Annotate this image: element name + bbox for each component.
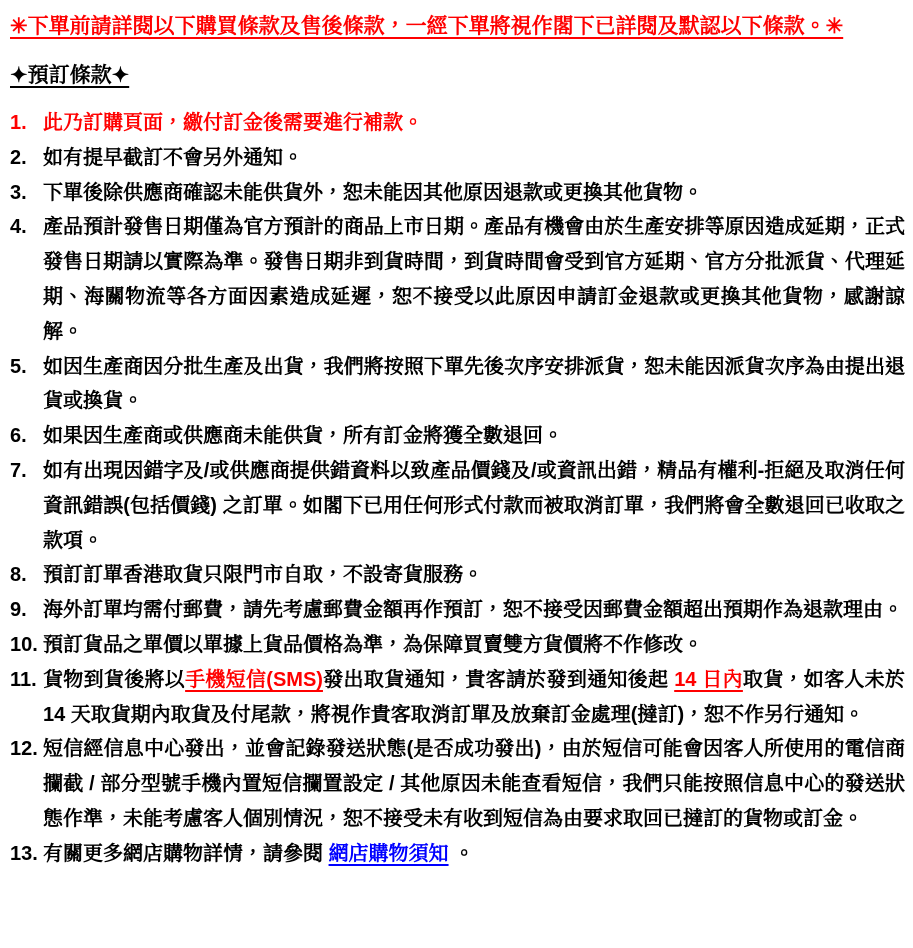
term-number: 2. xyxy=(10,146,27,169)
term-number: 8. xyxy=(10,564,27,587)
term-text xyxy=(43,419,905,454)
term-item xyxy=(10,210,905,349)
term-text xyxy=(43,210,905,349)
term-text xyxy=(43,350,905,420)
term-segment: 如有出現因錯字及/或供應商提供錯資料以致產品價錢及/或資訊出錯，精品有權利-拒絕及取消任何資訊錯誤(包括價錢) 之訂單。如閣下已用任何形式付款而被取消訂單，我們將會全數退回已收取之款項。 xyxy=(43,459,905,552)
term-segment: 如因生產商因分批生產及出貨，我們將按照下單先後次序安排派貨，恕未能因派貨次序為由提出退貨或換貨。 xyxy=(43,355,905,413)
term-item xyxy=(10,141,905,176)
term-number: 5. xyxy=(10,355,27,378)
term-segment: 如有提早截訂不會另外通知。 xyxy=(43,146,303,169)
term-segment: 有關更多網店購物詳情，請參閱 xyxy=(43,842,329,865)
term-item xyxy=(10,419,905,454)
term-number: 12. xyxy=(10,738,38,761)
term-text xyxy=(43,593,905,628)
term-segment: 下單後除供應商確認未能供貨外，恕未能因其他原因退款或更換其他貨物。 xyxy=(43,181,703,204)
term-highlight: 14 日內 xyxy=(674,668,743,691)
term-segment: 發出取貨通知，貴客請於發到通知後起 xyxy=(322,668,675,691)
term-number: 11. xyxy=(10,668,37,691)
term-number: 13. xyxy=(10,842,38,865)
term-segment: 。 xyxy=(448,842,475,865)
section-title-preorder-terms: ✦預訂條款✦ xyxy=(10,64,130,87)
term-text xyxy=(43,663,905,733)
term-segment: 此乃訂購頁面，繳付訂金後需要進行補款。 xyxy=(43,112,423,134)
term-item xyxy=(10,454,905,558)
term-segment: 短信經信息中心發出，並會記錄發送狀態(是否成功發出)，由於短信可能會因客人所使用的電信商攔截 / 部分型號手機內置短信攔置設定 / 其他原因未能查看短信，我們只能按照信息中心的發送狀態作準，未能考慮客人個別情況，恕不接受未有收到短信為由要求取回已撻訂的貨物或訂金。 xyxy=(43,738,905,830)
term-item xyxy=(10,663,905,733)
term-item xyxy=(10,106,905,141)
term-text xyxy=(43,141,905,176)
term-segment: 產品預計發售日期僅為官方預計的商品上市日期。產品有機會由於生產安排等原因造成延期，正式發售日期請以實際為準。發售日期非到貨時間，到貨時間會受到官方延期、官方分批派貨、代理延期、海關物流等各方面因素造成延遲，恕不接受以此原因申請訂金退款或更換其他貨物，感謝諒解。 xyxy=(43,216,905,343)
term-item xyxy=(10,593,905,628)
term-item xyxy=(10,350,905,420)
term-highlight: 手機短信(SMS) xyxy=(185,668,323,691)
term-text xyxy=(43,106,905,141)
term-number: 7. xyxy=(10,459,27,482)
term-number: 6. xyxy=(10,425,27,448)
term-text xyxy=(43,454,905,558)
term-item xyxy=(10,176,905,211)
term-number: 4. xyxy=(10,216,27,239)
term-text xyxy=(43,837,905,872)
term-segment: 取貨，如客人未於 14 天取貨期內取貨及付尾款，將視作貴客取消訂單及放棄訂金處理(撻訂)，恕不作另行通知。 xyxy=(43,668,905,726)
term-text xyxy=(43,628,905,663)
term-item xyxy=(10,732,905,836)
term-segment: 預訂貨品之單價以單據上貨品價格為準，為保障買賣雙方貨價將不作修改。 xyxy=(43,633,703,656)
term-number: 3. xyxy=(10,181,27,204)
term-number: 10. xyxy=(10,633,38,656)
term-segment: 貨物到貨後將以 xyxy=(43,668,186,691)
term-number: 9. xyxy=(10,599,27,622)
terms-list xyxy=(10,106,905,872)
term-segment: 如果因生產商或供應商未能供貨，所有訂金將獲全數退回。 xyxy=(43,425,563,448)
term-item xyxy=(10,558,905,593)
term-text xyxy=(43,176,905,211)
term-segment: 預訂訂單香港取貨只限門市自取，不設寄貨服務。 xyxy=(43,564,483,587)
term-number: 1. xyxy=(10,112,27,134)
pre-order-warning-heading: ✳下單前請詳閱以下購買條款及售後條款，一經下單將視作閣下已詳閱及默認以下條款。✳ xyxy=(10,15,844,38)
term-text xyxy=(43,732,905,836)
term-segment: 海外訂單均需付郵費，請先考慮郵費金額再作預訂，恕不接受因郵費金額超出預期作為退款理由。 xyxy=(43,599,903,622)
term-item xyxy=(10,628,905,663)
term-item xyxy=(10,837,905,872)
term-text xyxy=(43,558,905,593)
online-store-guide-link[interactable]: 網店購物須知 xyxy=(328,842,449,865)
